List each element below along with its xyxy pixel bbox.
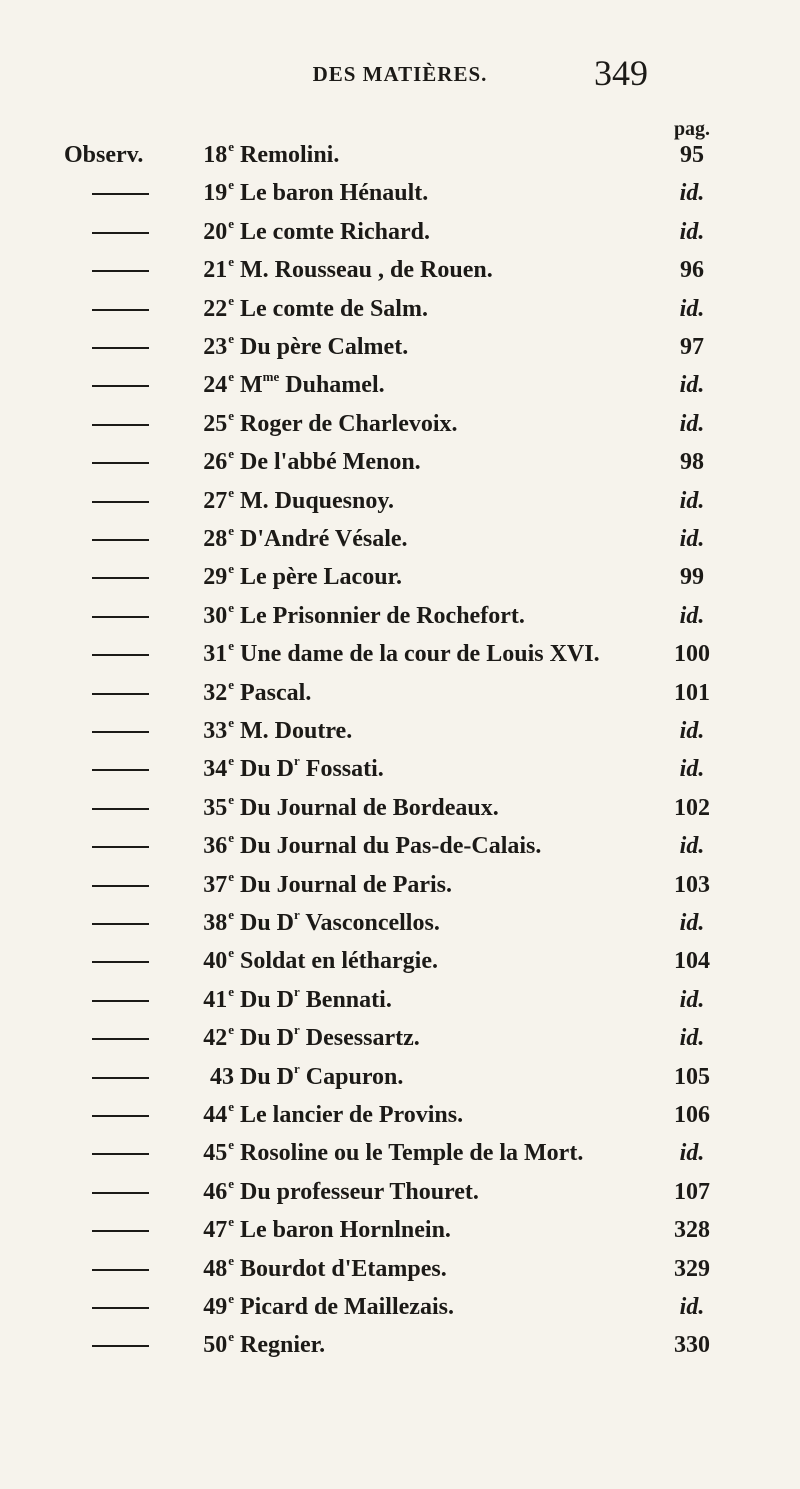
observation-title: Du Journal du Pas-de-Calais. bbox=[240, 833, 542, 860]
observation-number: 33e bbox=[203, 715, 234, 744]
observation-title: Du père Calmet. bbox=[240, 334, 409, 360]
observation-title: Regnier. bbox=[240, 1332, 326, 1359]
list-item bbox=[0, 1019, 800, 1057]
page-reference: 102 bbox=[674, 794, 710, 821]
page-reference: id. bbox=[679, 1294, 705, 1320]
observation-title: M. Doutre. bbox=[240, 718, 353, 744]
observation-number: 46e bbox=[203, 1175, 234, 1205]
observation-title: Le comte de Salm. bbox=[240, 295, 428, 322]
page-reference: 105 bbox=[674, 1063, 710, 1090]
page-column-label: pag. bbox=[673, 118, 711, 140]
ditto-dash bbox=[92, 923, 149, 925]
list-item bbox=[0, 443, 800, 481]
list-item bbox=[0, 290, 800, 328]
observation-title: Le Prisonnier de Rochefort. bbox=[240, 602, 525, 629]
observation-title: Du professeur Thouret. bbox=[240, 1178, 479, 1205]
observation-number: 44e bbox=[203, 1099, 234, 1128]
page-reference: id. bbox=[679, 718, 705, 744]
observation-prefix: Observ. bbox=[64, 142, 144, 168]
list-item bbox=[0, 251, 800, 289]
list-item bbox=[0, 866, 800, 904]
observation-title: Du $D^r$ Fossati. bbox=[240, 753, 384, 783]
observation-title: $M^{me}$ Duhamel. bbox=[240, 369, 385, 399]
ditto-dash bbox=[92, 270, 149, 272]
observation-number: 24e bbox=[203, 369, 234, 399]
observation-title: Le lancier de Provins. bbox=[240, 1102, 464, 1128]
page-reference: id. bbox=[679, 410, 705, 437]
ditto-dash bbox=[92, 232, 149, 234]
observation-number: 26e bbox=[203, 446, 234, 476]
observation-number: 31e bbox=[203, 638, 234, 668]
page-reference: id. bbox=[679, 180, 705, 207]
list-item bbox=[0, 213, 800, 251]
list-item bbox=[0, 750, 800, 788]
page-reference: id. bbox=[679, 218, 705, 245]
page-reference: id. bbox=[679, 602, 705, 629]
page-reference: id. bbox=[679, 295, 705, 322]
list-item bbox=[0, 405, 800, 443]
running-header-title: DES MATIÈRES. bbox=[312, 62, 488, 86]
ditto-dash bbox=[92, 961, 149, 963]
page-reference: 107 bbox=[674, 1178, 710, 1205]
ditto-dash bbox=[92, 193, 149, 195]
observation-number: 48e bbox=[203, 1252, 234, 1282]
observation-title: Le père Lacour. bbox=[240, 564, 402, 591]
ditto-dash bbox=[92, 846, 149, 848]
observation-title: Une dame de la cour de Louis XVI. bbox=[240, 641, 600, 668]
ditto-dash bbox=[92, 501, 149, 503]
observation-title: Du Journal de Bordeaux. bbox=[240, 794, 499, 821]
list-item bbox=[0, 1250, 800, 1288]
page-reference: 103 bbox=[674, 871, 710, 898]
ditto-dash bbox=[92, 1345, 149, 1347]
page-reference: 96 bbox=[680, 257, 704, 284]
page-reference: 101 bbox=[674, 679, 710, 706]
observation-number: 34e bbox=[203, 753, 234, 783]
ditto-dash bbox=[92, 347, 149, 349]
observation-title: Pascal. bbox=[240, 679, 312, 706]
page-reference: 329 bbox=[674, 1255, 710, 1282]
page-number: 349 bbox=[594, 53, 648, 93]
observation-title: De l'abbé Menon. bbox=[240, 449, 421, 476]
ditto-dash bbox=[92, 1307, 149, 1309]
observation-number: 27e bbox=[203, 484, 234, 514]
ditto-dash bbox=[92, 385, 149, 387]
list-item bbox=[0, 366, 800, 404]
ditto-dash bbox=[92, 1115, 149, 1117]
ditto-dash bbox=[92, 1000, 149, 1002]
list-item bbox=[0, 635, 800, 673]
ditto-dash bbox=[92, 1192, 149, 1194]
observation-number: 47e bbox=[203, 1214, 234, 1244]
observation-number: 21e bbox=[203, 254, 234, 284]
list-item bbox=[0, 942, 800, 980]
observation-number: 37e bbox=[203, 868, 234, 898]
page-reference: id. bbox=[679, 910, 705, 936]
observation-number: 22e bbox=[203, 292, 234, 322]
list-item bbox=[0, 597, 800, 635]
observation-title: Du $D^r$ Desessartz. bbox=[240, 1022, 420, 1052]
ditto-dash bbox=[92, 309, 149, 311]
list-item bbox=[0, 1096, 800, 1134]
page-reference: id. bbox=[679, 986, 705, 1013]
list-item bbox=[0, 328, 800, 366]
observation-title: Du $D^r$ Bennati. bbox=[240, 983, 392, 1013]
list-item bbox=[0, 136, 800, 174]
page-reference: 330 bbox=[674, 1332, 710, 1359]
observation-title: Le baron Hénault. bbox=[240, 180, 429, 207]
ditto-dash bbox=[92, 424, 149, 426]
page-reference: id. bbox=[679, 1025, 705, 1052]
page-reference: 97 bbox=[680, 334, 704, 360]
list-item bbox=[0, 1326, 800, 1364]
ditto-dash bbox=[92, 577, 149, 579]
page-reference: 98 bbox=[680, 449, 704, 476]
observation-number: 40e bbox=[203, 945, 234, 975]
observation-number: 20e bbox=[203, 215, 234, 245]
observation-number: 43 bbox=[210, 1063, 234, 1090]
list-item bbox=[0, 1058, 800, 1096]
list-item bbox=[0, 981, 800, 1019]
page-reference: id. bbox=[679, 833, 705, 860]
ditto-dash bbox=[92, 1153, 149, 1155]
observation-number: 38e bbox=[203, 907, 234, 936]
observation-number: 50e bbox=[203, 1329, 234, 1359]
observation-title: Roger de Charlevoix. bbox=[240, 410, 458, 437]
page-reference: 328 bbox=[674, 1217, 710, 1244]
list-item bbox=[0, 482, 800, 520]
list-item bbox=[0, 827, 800, 865]
observation-number: 36e bbox=[203, 830, 234, 860]
ditto-dash bbox=[92, 616, 149, 618]
observation-number: 35e bbox=[203, 791, 234, 821]
ditto-dash bbox=[92, 731, 149, 733]
observation-number: 41e bbox=[203, 983, 234, 1013]
observation-number: 18e bbox=[203, 139, 234, 168]
page-reference: id. bbox=[679, 756, 705, 783]
page-reference: id. bbox=[679, 1140, 705, 1167]
observation-number: 30e bbox=[203, 599, 234, 629]
list-item bbox=[0, 712, 800, 750]
observation-title: Le comte Richard. bbox=[240, 218, 430, 245]
observation-title: M. Rousseau , de Rouen. bbox=[240, 257, 493, 284]
ditto-dash bbox=[92, 462, 149, 464]
observation-number: 42e bbox=[203, 1022, 234, 1052]
ditto-dash bbox=[92, 769, 149, 771]
list-item bbox=[0, 520, 800, 558]
observation-title: Soldat en léthargie. bbox=[240, 948, 438, 975]
page-reference: 100 bbox=[674, 641, 710, 668]
ditto-dash bbox=[92, 1230, 149, 1232]
observation-number: 23e bbox=[203, 331, 234, 360]
observation-title: Rosoline ou le Temple de la Mort. bbox=[240, 1140, 584, 1167]
observation-title: Du $D^r$ Vasconcellos. bbox=[240, 907, 440, 936]
observation-title: Du $D^r$ Capuron. bbox=[240, 1060, 404, 1090]
observation-title: Bourdot d'Etampes. bbox=[240, 1255, 447, 1282]
list-item bbox=[0, 174, 800, 212]
ditto-dash bbox=[92, 1038, 149, 1040]
ditto-dash bbox=[92, 885, 149, 887]
ditto-dash bbox=[92, 808, 149, 810]
observation-number: 49e bbox=[203, 1291, 234, 1320]
observation-number: 29e bbox=[203, 561, 234, 591]
observation-number: 28e bbox=[203, 523, 234, 552]
observation-number: 45e bbox=[203, 1137, 234, 1167]
ditto-dash bbox=[92, 654, 149, 656]
list-item bbox=[0, 1211, 800, 1249]
list-item bbox=[0, 904, 800, 942]
page-reference: 95 bbox=[680, 142, 704, 168]
page-reference: id. bbox=[679, 487, 705, 514]
observation-title: Du Journal de Paris. bbox=[240, 871, 453, 898]
ditto-dash bbox=[92, 539, 149, 541]
ditto-dash bbox=[92, 1077, 149, 1079]
list-item bbox=[0, 1134, 800, 1172]
page-reference: 99 bbox=[680, 564, 704, 591]
observation-number: 19e bbox=[203, 177, 234, 207]
list-item bbox=[0, 674, 800, 712]
page-reference: id. bbox=[679, 372, 705, 399]
observation-title: Le baron Hornlnein. bbox=[240, 1217, 451, 1244]
list-item bbox=[0, 1173, 800, 1211]
page-reference: 104 bbox=[674, 948, 710, 975]
list-item bbox=[0, 789, 800, 827]
page-reference: 106 bbox=[674, 1102, 710, 1128]
observation-title: D'André Vésale. bbox=[240, 526, 408, 552]
ditto-dash bbox=[92, 1269, 149, 1271]
observation-title: Remolini. bbox=[240, 142, 340, 168]
list-item bbox=[0, 1288, 800, 1326]
observation-number: 32e bbox=[203, 676, 234, 706]
ditto-dash bbox=[92, 693, 149, 695]
observation-number: 25e bbox=[203, 407, 234, 437]
page-reference: id. bbox=[679, 526, 705, 552]
list-item bbox=[0, 558, 800, 596]
observation-title: Picard de Maillezais. bbox=[240, 1294, 454, 1320]
observation-title: M. Duquesnoy. bbox=[240, 487, 395, 514]
